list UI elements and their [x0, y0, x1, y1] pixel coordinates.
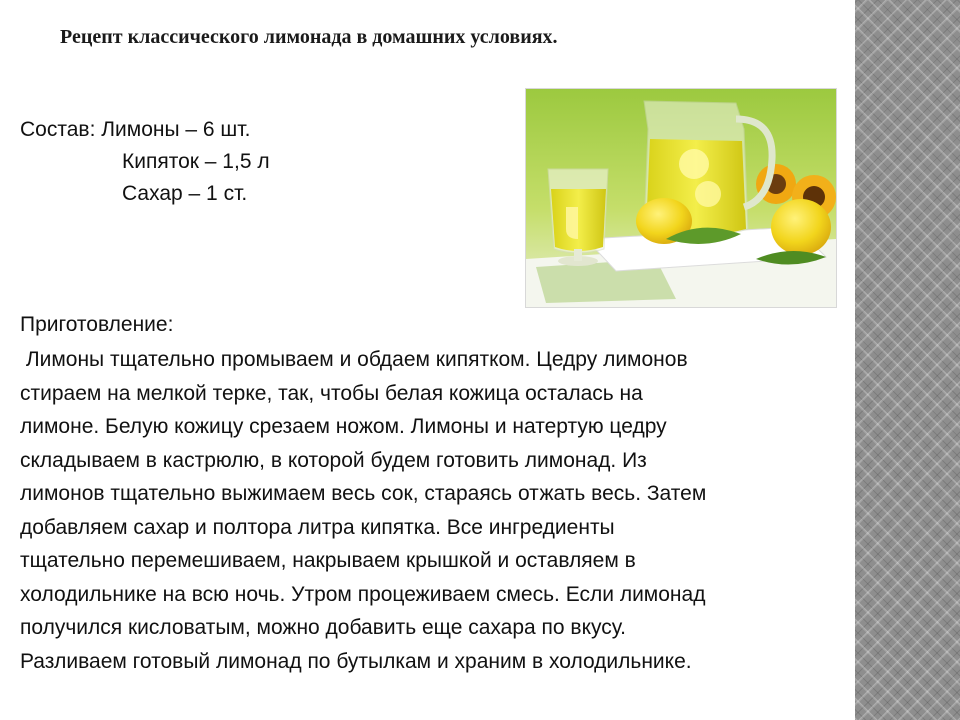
preparation-heading: Приготовление: [20, 313, 174, 336]
lemonade-illustration [526, 89, 836, 307]
ingredient-row [20, 178, 270, 210]
preparation-line: тщательно перемешиваем, накрываем крышкой и оставляем в [20, 549, 636, 572]
preparation-line: складываем в кастрюлю, в которой будем готовить лимонад. Из [20, 448, 647, 472]
preparation-line: добавляем сахар и полтора литра кипятка. Все ингредиенты [20, 515, 615, 539]
ingredient-row [20, 114, 270, 146]
ingredient-item: Сахар – 1 ст. [122, 182, 248, 205]
preparation-line: лимонов тщательно выжимаем весь сок, стараясь отжать весь. Затем [20, 482, 707, 505]
preparation-line: лимоне. Белую кожицу срезаем ножом. Лимоны и натертую цедру [20, 415, 667, 438]
ingredients-label: Состав: [20, 118, 96, 141]
lemonade-photo [525, 88, 837, 308]
preparation-text [20, 343, 840, 678]
preparation-line: получился кисловатым, можно добавить еще сахара по вкусу. [20, 616, 627, 639]
ingredient-row [20, 146, 270, 178]
ingredient-item: Лимоны – 6 шт. [101, 118, 251, 141]
preparation-line: Лимоны тщательно промываем и обдаем кипятком. Цедру лимонов [20, 348, 688, 371]
ingredients-block [20, 114, 270, 210]
page-title: Рецепт классического лимонада в домашних условиях. [60, 26, 558, 48]
preparation-line: стираем на мелкой терке, так, чтобы белая кожица осталась на [20, 381, 643, 405]
ingredient-item: Кипяток – 1,5 л [122, 150, 270, 173]
decorative-side-pattern [855, 0, 960, 720]
lemon-icon [771, 199, 831, 255]
preparation-line: Разливаем готовый лимонад по бутылкам и храним в холодильнике. [20, 649, 692, 673]
preparation-line: холодильнике на всю ночь. Утром процеживаем смесь. Если лимонад [20, 582, 706, 606]
